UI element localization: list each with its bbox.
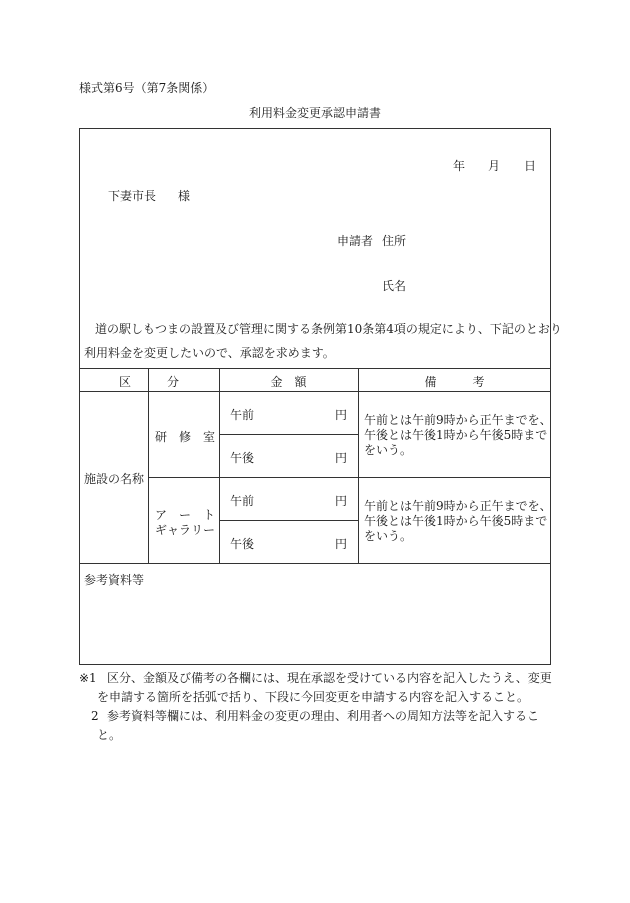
table-top-border (79, 368, 551, 369)
amount-column-divider (358, 368, 359, 563)
period-label: 午前 (230, 494, 255, 508)
addressee-name: 下妻市長 (108, 189, 157, 203)
body-text-line-2: 利用料金を変更したいので、承認を求めます。 (84, 346, 335, 360)
yen-unit: 円 (334, 451, 347, 465)
date-year: 年 (453, 159, 466, 173)
table-header-bottom-border (79, 391, 551, 392)
yen-unit: 円 (334, 537, 347, 551)
room-gallery-am-row (230, 492, 347, 509)
body-text-line-1: 道の駅しもつまの設置及び管理に関する条例第10条第4項の規定により、下記のとおり (95, 322, 562, 336)
facility-name-label: 施設の名称 (84, 472, 145, 486)
period-label: 午後 (230, 537, 255, 551)
facility-column-divider (148, 391, 149, 563)
room-training-remarks: 午前とは午前9時から正午までを、 午後とは午後1時から午後5時まで をいう。 (364, 413, 552, 457)
note-1-line-2: を申請する箇所を括弧で括り、下段に今回変更を申請する内容を記入すること。 (97, 690, 530, 704)
form-number: 様式第6号（第7条関係） (79, 81, 215, 95)
page-title: 利用料金変更承認申請書 (248, 106, 381, 120)
table-bottom-border (79, 563, 551, 564)
room-gallery-remarks: 午前とは午前9時から正午までを、 午後とは午後1時から午後5時まで をいう。 (364, 499, 552, 543)
header-amount: 金 額 (270, 375, 307, 389)
room-column-divider (219, 368, 220, 563)
period-label: 午前 (230, 408, 255, 422)
room-training-am-row (230, 406, 347, 423)
application-form (79, 128, 551, 665)
yen-unit: 円 (334, 494, 347, 508)
period-label: 午後 (230, 451, 255, 465)
note-2-line-2: と。 (97, 728, 122, 742)
applicant-name-label: 氏名 (382, 279, 407, 293)
room-gallery-name-line-2: ギャラリー (155, 523, 216, 537)
reference-materials-label: 参考資料等 (84, 573, 145, 587)
addressee-honorific: 様 (178, 189, 191, 203)
room-gallery-name-line-1: ア ー ト (155, 508, 216, 522)
note-2-line-1: 参考資料等欄には、利用料金の変更の理由、利用者への周知方法等を記入するこ (107, 709, 540, 723)
header-remarks: 備 考 (424, 375, 485, 389)
note-1-marker: ※1 (79, 671, 97, 685)
header-category: 区 分 (118, 375, 179, 389)
room-training-pm-row (230, 449, 347, 466)
date-month: 月 (488, 159, 501, 173)
room-gallery-pm-row (230, 535, 347, 552)
date-day: 日 (524, 159, 537, 173)
yen-unit: 円 (334, 408, 347, 422)
amount-divider-1 (219, 434, 358, 435)
amount-divider-2 (219, 520, 358, 521)
note-2-marker: 2 (91, 709, 99, 723)
applicant-address-label: 住所 (382, 234, 407, 248)
room-divider (148, 477, 551, 478)
applicant-label: 申請者 (337, 234, 374, 248)
room-training-name: 研 修 室 (155, 430, 216, 444)
note-1-line-1: 区分、金額及び備考の各欄には、現在承認を受けている内容を記入したうえ、変更 (107, 671, 552, 685)
